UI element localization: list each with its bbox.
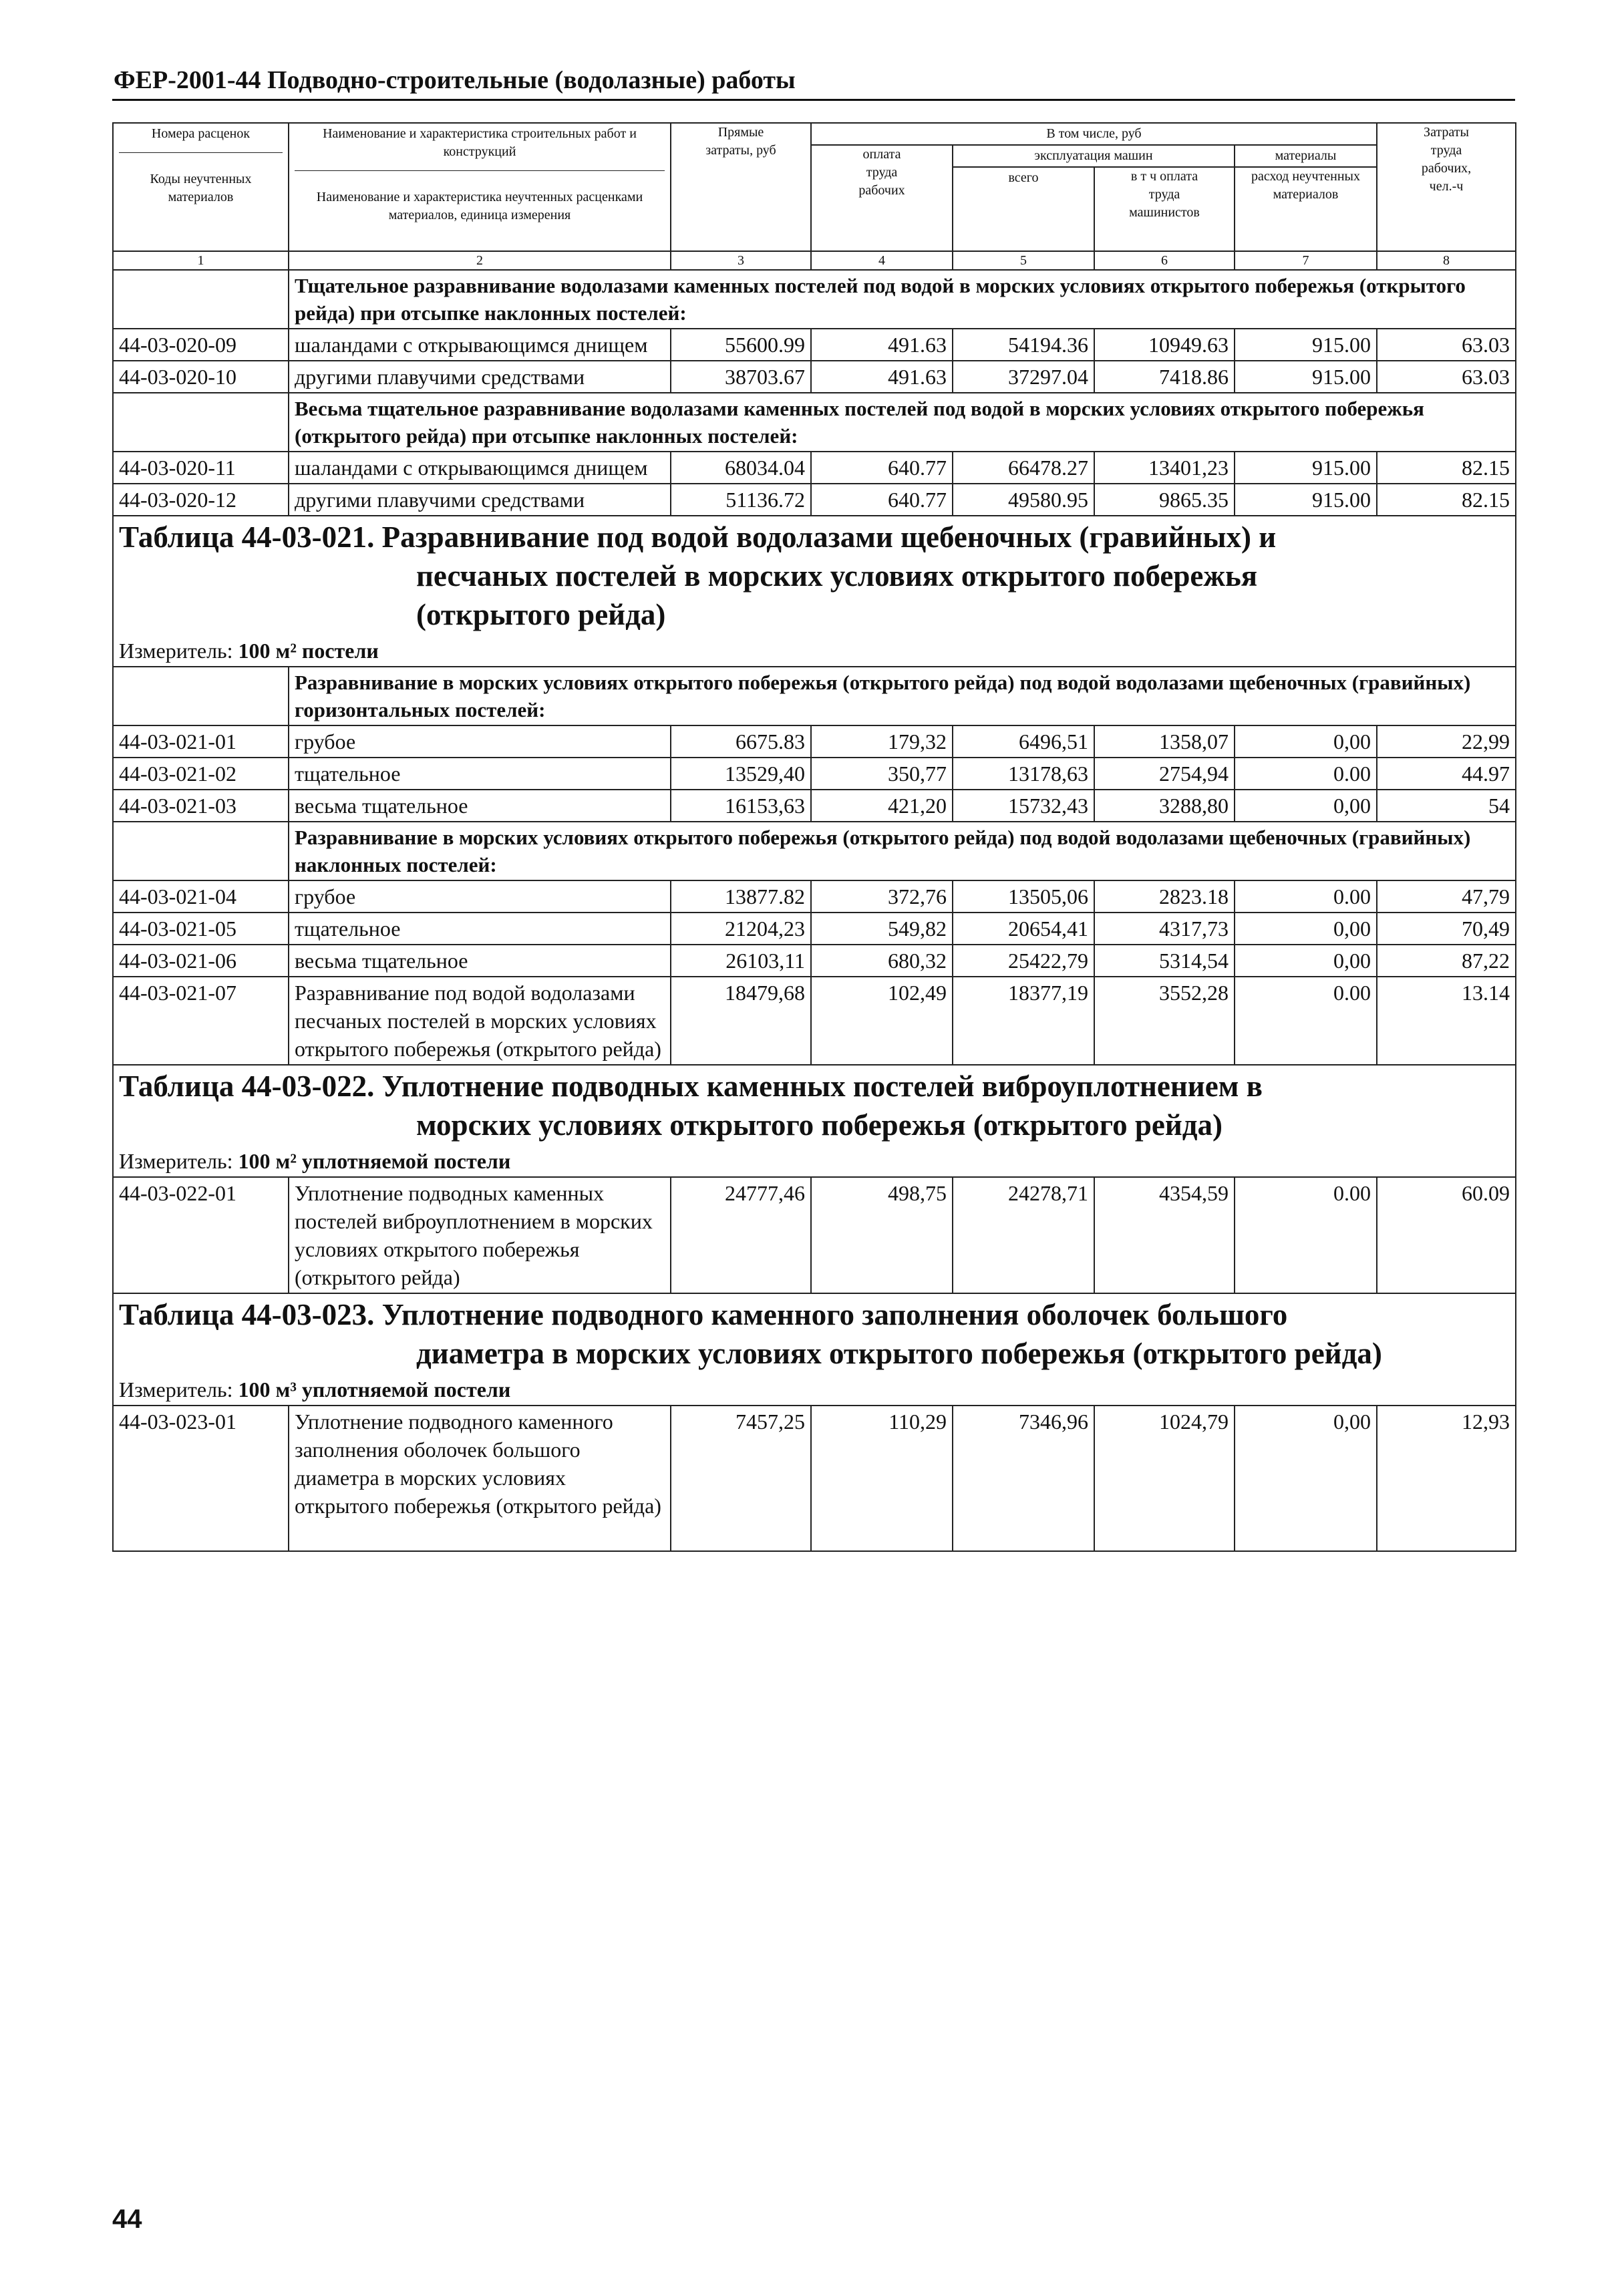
row-direct-cost: 21204,23: [671, 913, 811, 945]
row-labor-hours: 87,22: [1377, 945, 1516, 977]
group-heading-row: [113, 393, 1516, 452]
table-title-row: [113, 1293, 1516, 1374]
row-labor-hours: 54: [1377, 790, 1516, 822]
row-code: 44-03-021-04: [113, 880, 289, 913]
row-labor-hours: 70,49: [1377, 913, 1516, 945]
row-materials: 0.00: [1235, 880, 1377, 913]
row-name: тщательное: [289, 913, 671, 945]
header-col1-bottom: Коды неучтенных материалов: [150, 172, 252, 204]
row-code: 44-03-020-12: [113, 484, 289, 516]
measure-label-text: Измеритель:: [119, 1377, 233, 1402]
table-title-row: [113, 1065, 1516, 1146]
row-name: Разравнивание под водой водолазами песчаных постелей в морских условиях открытого побережья (открытого рейда): [289, 977, 671, 1065]
row-materials: 0,00: [1235, 725, 1377, 758]
row-code: 44-03-022-01: [113, 1177, 289, 1293]
column-number: 4: [811, 251, 953, 270]
row-machines-total: 6496,51: [953, 725, 1094, 758]
row-materials: 0.00: [1235, 758, 1377, 790]
row-name: другими плавучими средствами: [289, 484, 671, 516]
table-row: [113, 1406, 1516, 1551]
row-code: 44-03-023-01: [113, 1406, 289, 1551]
row-labor-hours: 60.09: [1377, 1177, 1516, 1293]
header-col4: оплата труда рабочих: [811, 145, 953, 251]
row-direct-cost: 6675.83: [671, 725, 811, 758]
row-code: 44-03-020-11: [113, 452, 289, 484]
row-materials: 0,00: [1235, 913, 1377, 945]
header-col3: Прямые затраты, руб: [671, 123, 811, 251]
header-col7: расход неучтенных материалов: [1235, 167, 1377, 251]
row-operators-pay: 4317,73: [1094, 913, 1235, 945]
group-heading-row: [113, 667, 1516, 725]
table-row: [113, 329, 1516, 361]
header-rule: [112, 99, 1515, 101]
row-code: 44-03-020-10: [113, 361, 289, 393]
price-table: [112, 122, 1516, 1552]
table-title-line: Таблица 44-03-023. Уплотнение подводного каменного заполнения оболочек большого: [119, 1298, 1288, 1331]
group-heading-row: [113, 822, 1516, 880]
table-row: [113, 484, 1516, 516]
row-direct-cost: 68034.04: [671, 452, 811, 484]
table-row: [113, 977, 1516, 1065]
row-code: 44-03-021-01: [113, 725, 289, 758]
row-labor-hours: 13.14: [1377, 977, 1516, 1065]
column-number: 3: [671, 251, 811, 270]
row-labor-pay: 179,32: [811, 725, 953, 758]
measure-label: [113, 1374, 1516, 1406]
group-heading: Разравнивание в морских условиях открытого побережья (открытого рейда) под водой водолазами щебеночных (гравийных) наклонных постелей:: [289, 822, 1516, 880]
header-col5: всего: [953, 167, 1094, 251]
row-labor-pay: 491.63: [811, 329, 953, 361]
row-machines-total: 54194.36: [953, 329, 1094, 361]
row-name: весьма тщательное: [289, 945, 671, 977]
column-number: 7: [1235, 251, 1377, 270]
header-col1: [113, 123, 289, 251]
row-materials: 915.00: [1235, 329, 1377, 361]
table-title-line: морских условиях открытого побережья (открытого рейда): [416, 1108, 1223, 1142]
row-operators-pay: 3288,80: [1094, 790, 1235, 822]
table-title-line: песчаных постелей в морских условиях открытого побережья: [416, 559, 1258, 593]
row-name: шаландами с открывающимся днищем: [289, 452, 671, 484]
row-name: тщательное: [289, 758, 671, 790]
row-machines-total: 15732,43: [953, 790, 1094, 822]
header-group-materials: материалы: [1235, 145, 1377, 167]
table-title-line: Таблица 44-03-021. Разравнивание под водой водолазами щебеночных (гравийных) и: [119, 520, 1277, 554]
measure-row: [113, 1374, 1516, 1406]
row-labor-pay: 498,75: [811, 1177, 953, 1293]
row-labor-hours: 22,99: [1377, 725, 1516, 758]
row-direct-cost: 51136.72: [671, 484, 811, 516]
row-materials: 0,00: [1235, 945, 1377, 977]
table-row: [113, 790, 1516, 822]
page-header-title: ФЕР-2001-44 Подводно-строительные (водолазные) работы: [114, 66, 796, 94]
column-numbers-row: [113, 251, 1516, 270]
row-labor-hours: 44.97: [1377, 758, 1516, 790]
row-labor-pay: 640.77: [811, 484, 953, 516]
row-materials: 915.00: [1235, 452, 1377, 484]
measure-row: [113, 1146, 1516, 1177]
row-code: 44-03-021-03: [113, 790, 289, 822]
row-labor-pay: 640.77: [811, 452, 953, 484]
table-row: [113, 361, 1516, 393]
row-machines-total: 37297.04: [953, 361, 1094, 393]
header-group-machines: эксплуатация машин: [953, 145, 1235, 167]
row-direct-cost: 24777,46: [671, 1177, 811, 1293]
row-materials: 0.00: [1235, 977, 1377, 1065]
row-code: 44-03-021-07: [113, 977, 289, 1065]
group-heading-row: [113, 270, 1516, 329]
table-title-line: Таблица 44-03-022. Уплотнение подводных каменных постелей виброуплотнением в: [119, 1070, 1263, 1103]
row-labor-hours: 12,93: [1377, 1406, 1516, 1551]
row-name: грубое: [289, 725, 671, 758]
table-title-023: [113, 1293, 1516, 1374]
table-row: [113, 452, 1516, 484]
header-group-including: В том числе, руб: [811, 123, 1377, 145]
row-name: Уплотнение подводных каменных постелей виброуплотнением в морских условиях открытого побережья (открытого рейда): [289, 1177, 671, 1293]
row-direct-cost: 18479,68: [671, 977, 811, 1065]
table-title-row: [113, 516, 1516, 635]
row-materials: 0.00: [1235, 1177, 1377, 1293]
table-row: [113, 725, 1516, 758]
row-machines-total: 25422,79: [953, 945, 1094, 977]
row-operators-pay: 1024,79: [1094, 1406, 1235, 1551]
measure-value: 100 м² уплотняемой постели: [238, 1149, 511, 1173]
row-name: весьма тщательное: [289, 790, 671, 822]
table-row: [113, 880, 1516, 913]
row-labor-pay: 102,49: [811, 977, 953, 1065]
row-labor-pay: 680,32: [811, 945, 953, 977]
table-header-row: [113, 123, 1516, 145]
row-labor-hours: 63.03: [1377, 329, 1516, 361]
row-direct-cost: 13877.82: [671, 880, 811, 913]
row-machines-total: 18377,19: [953, 977, 1094, 1065]
measure-label: [113, 1146, 1516, 1177]
column-number: 6: [1094, 251, 1235, 270]
row-code: 44-03-021-05: [113, 913, 289, 945]
row-labor-hours: 63.03: [1377, 361, 1516, 393]
row-machines-total: 66478.27: [953, 452, 1094, 484]
column-number: 5: [953, 251, 1094, 270]
row-name: грубое: [289, 880, 671, 913]
header-col2-top: Наименование и характеристика строительных работ и конструкций: [295, 125, 665, 171]
measure-value: 100 м² постели: [238, 639, 379, 663]
row-materials: 0,00: [1235, 1406, 1377, 1551]
measure-label-text: Измеритель:: [119, 1149, 233, 1173]
measure-label-text: Измеритель:: [119, 639, 233, 663]
group-heading: Тщательное разравнивание водолазами каменных постелей под водой в морских условиях открытого побережья (открытого рейда) при отсыпке наклонных постелей:: [289, 270, 1516, 329]
row-labor-pay: 491.63: [811, 361, 953, 393]
group-heading: Весьма тщательное разравнивание водолазами каменных постелей под водой в морских условиях открытого побережья (открытого рейда) при отсыпке наклонных постелей:: [289, 393, 1516, 452]
row-name: другими плавучими средствами: [289, 361, 671, 393]
table-title-line: (открытого рейда): [416, 598, 666, 631]
row-code: 44-03-021-02: [113, 758, 289, 790]
table-row: [113, 758, 1516, 790]
row-labor-pay: 421,20: [811, 790, 953, 822]
row-labor-pay: 110,29: [811, 1406, 953, 1551]
row-direct-cost: 16153,63: [671, 790, 811, 822]
measure-label: [113, 635, 1516, 667]
row-operators-pay: 1358,07: [1094, 725, 1235, 758]
column-number: 1: [113, 251, 289, 270]
row-labor-pay: 350,77: [811, 758, 953, 790]
row-operators-pay: 2823.18: [1094, 880, 1235, 913]
row-labor-hours: 47,79: [1377, 880, 1516, 913]
row-operators-pay: 9865.35: [1094, 484, 1235, 516]
table-row: [113, 913, 1516, 945]
table-row: [113, 945, 1516, 977]
row-operators-pay: 13401,23: [1094, 452, 1235, 484]
row-direct-cost: 7457,25: [671, 1406, 811, 1551]
row-operators-pay: 3552,28: [1094, 977, 1235, 1065]
page-number: 44: [112, 2204, 142, 2234]
header-col1-top: Номера расценок: [119, 125, 283, 153]
row-materials: 915.00: [1235, 484, 1377, 516]
table-title-021: [113, 516, 1516, 635]
column-number: 8: [1377, 251, 1516, 270]
row-machines-total: 7346,96: [953, 1406, 1094, 1551]
row-direct-cost: 55600.99: [671, 329, 811, 361]
row-operators-pay: 4354,59: [1094, 1177, 1235, 1293]
row-direct-cost: 38703.67: [671, 361, 811, 393]
row-labor-hours: 82.15: [1377, 484, 1516, 516]
row-machines-total: 13178,63: [953, 758, 1094, 790]
row-machines-total: 13505,06: [953, 880, 1094, 913]
row-direct-cost: 26103,11: [671, 945, 811, 977]
row-machines-total: 24278,71: [953, 1177, 1094, 1293]
row-machines-total: 49580.95: [953, 484, 1094, 516]
row-labor-hours: 82.15: [1377, 452, 1516, 484]
column-number: 2: [289, 251, 671, 270]
header-col6: в т ч оплата труда машинистов: [1094, 167, 1235, 251]
row-operators-pay: 7418.86: [1094, 361, 1235, 393]
row-materials: 915.00: [1235, 361, 1377, 393]
header-col8: Затраты труда рабочих, чел.-ч: [1377, 123, 1516, 251]
measure-row: [113, 635, 1516, 667]
table-title-line: диаметра в морских условиях открытого побережья (открытого рейда): [416, 1337, 1382, 1370]
row-materials: 0,00: [1235, 790, 1377, 822]
row-code: 44-03-021-06: [113, 945, 289, 977]
header-col2: [289, 123, 671, 251]
row-code: 44-03-020-09: [113, 329, 289, 361]
table-title-022: [113, 1065, 1516, 1146]
header-col2-bottom: Наименование и характеристика неучтенных расценками материалов, единица измерения: [316, 190, 643, 222]
row-labor-pay: 549,82: [811, 913, 953, 945]
row-direct-cost: 13529,40: [671, 758, 811, 790]
row-labor-pay: 372,76: [811, 880, 953, 913]
row-operators-pay: 2754,94: [1094, 758, 1235, 790]
row-name: шаландами с открывающимся днищем: [289, 329, 671, 361]
group-heading: Разравнивание в морских условиях открытого побережья (открытого рейда) под водой водолазами щебеночных (гравийных) горизонтальных постелей:: [289, 667, 1516, 725]
row-machines-total: 20654,41: [953, 913, 1094, 945]
row-operators-pay: 5314,54: [1094, 945, 1235, 977]
measure-value: 100 м³ уплотняемой постели: [238, 1377, 511, 1402]
table-row: [113, 1177, 1516, 1293]
row-name: Уплотнение подводного каменного заполнения оболочек большого диаметра в морских условиях открытого побережья (открытого рейда): [289, 1406, 671, 1551]
row-operators-pay: 10949.63: [1094, 329, 1235, 361]
